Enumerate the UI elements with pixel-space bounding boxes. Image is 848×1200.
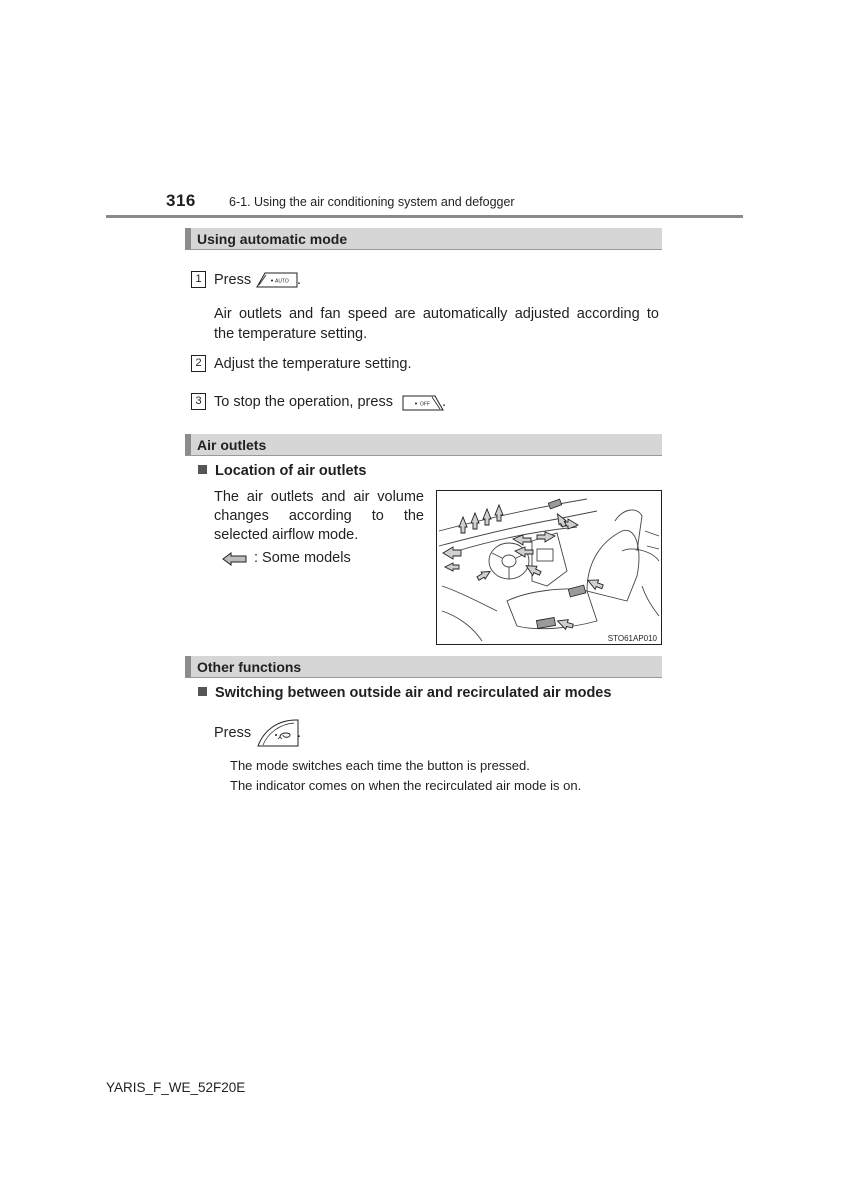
- subheading-text: Location of air outlets: [215, 463, 367, 479]
- press-suffix: .: [297, 725, 302, 741]
- section-heading-auto-mode: [185, 228, 662, 250]
- step-text: [214, 270, 251, 290]
- step-text: To stop the operation, press: [214, 394, 393, 410]
- square-bullet-icon: [198, 465, 207, 474]
- subheading-location-of-air-outlets: [198, 463, 366, 479]
- step-label: Press: [214, 272, 252, 288]
- page-number: 316: [166, 191, 196, 210]
- section-heading-other-functions: [185, 656, 662, 678]
- off-button-icon: [402, 395, 444, 411]
- chapter-title: 6-1. Using the air conditioning system and defogger: [229, 195, 515, 209]
- air-outlets-description-line-1: The air outlets and air volume: [214, 489, 424, 505]
- section-title: Other functions: [197, 659, 302, 675]
- section-heading-air-outlets: [185, 434, 662, 456]
- car-interior-drawing: [437, 491, 661, 644]
- step-number: 1: [191, 271, 206, 288]
- air-outlets-illustration: [436, 490, 662, 645]
- indicator-note: The indicator comes on when the recirculated air mode is on.: [230, 778, 582, 793]
- manual-code: YARIS_F_WE_52F20E: [106, 1080, 246, 1095]
- section-title: Air outlets: [197, 437, 267, 453]
- step-suffix: .: [442, 394, 447, 410]
- square-bullet-icon: [198, 687, 207, 696]
- step-text: Adjust the temperature setting.: [214, 356, 412, 372]
- arrow-legend-icon: [222, 552, 248, 566]
- header-rule: [106, 215, 743, 218]
- illustration-code: STO61AP010: [607, 634, 657, 643]
- section-title: Using automatic mode: [197, 231, 348, 247]
- step-number: 3: [191, 393, 206, 410]
- air-outlets-description-line-2: changes according to the: [214, 508, 424, 524]
- press-label: Press: [214, 725, 252, 741]
- step-number: 2: [191, 355, 206, 372]
- step-suffix: .: [297, 272, 302, 288]
- subheading-text: Switching between outside air and recirculated air modes: [215, 685, 612, 701]
- auto-button-icon: [256, 272, 298, 288]
- recirculation-button-icon: [256, 718, 300, 748]
- subheading-air-mode-switching: [198, 685, 611, 701]
- mode-switch-note: The mode switches each time the button is pressed.: [230, 758, 530, 773]
- auto-mode-note-line-2: the temperature setting.: [214, 326, 368, 342]
- auto-button-label: AUTO: [275, 278, 289, 285]
- off-button-label: OFF: [420, 401, 430, 408]
- legend-text: : Some models: [254, 550, 351, 566]
- auto-mode-note-line-1: Air outlets and fan speed are automatically adjusted according to: [214, 306, 659, 322]
- air-outlets-description-line-3: selected airflow mode.: [214, 527, 359, 543]
